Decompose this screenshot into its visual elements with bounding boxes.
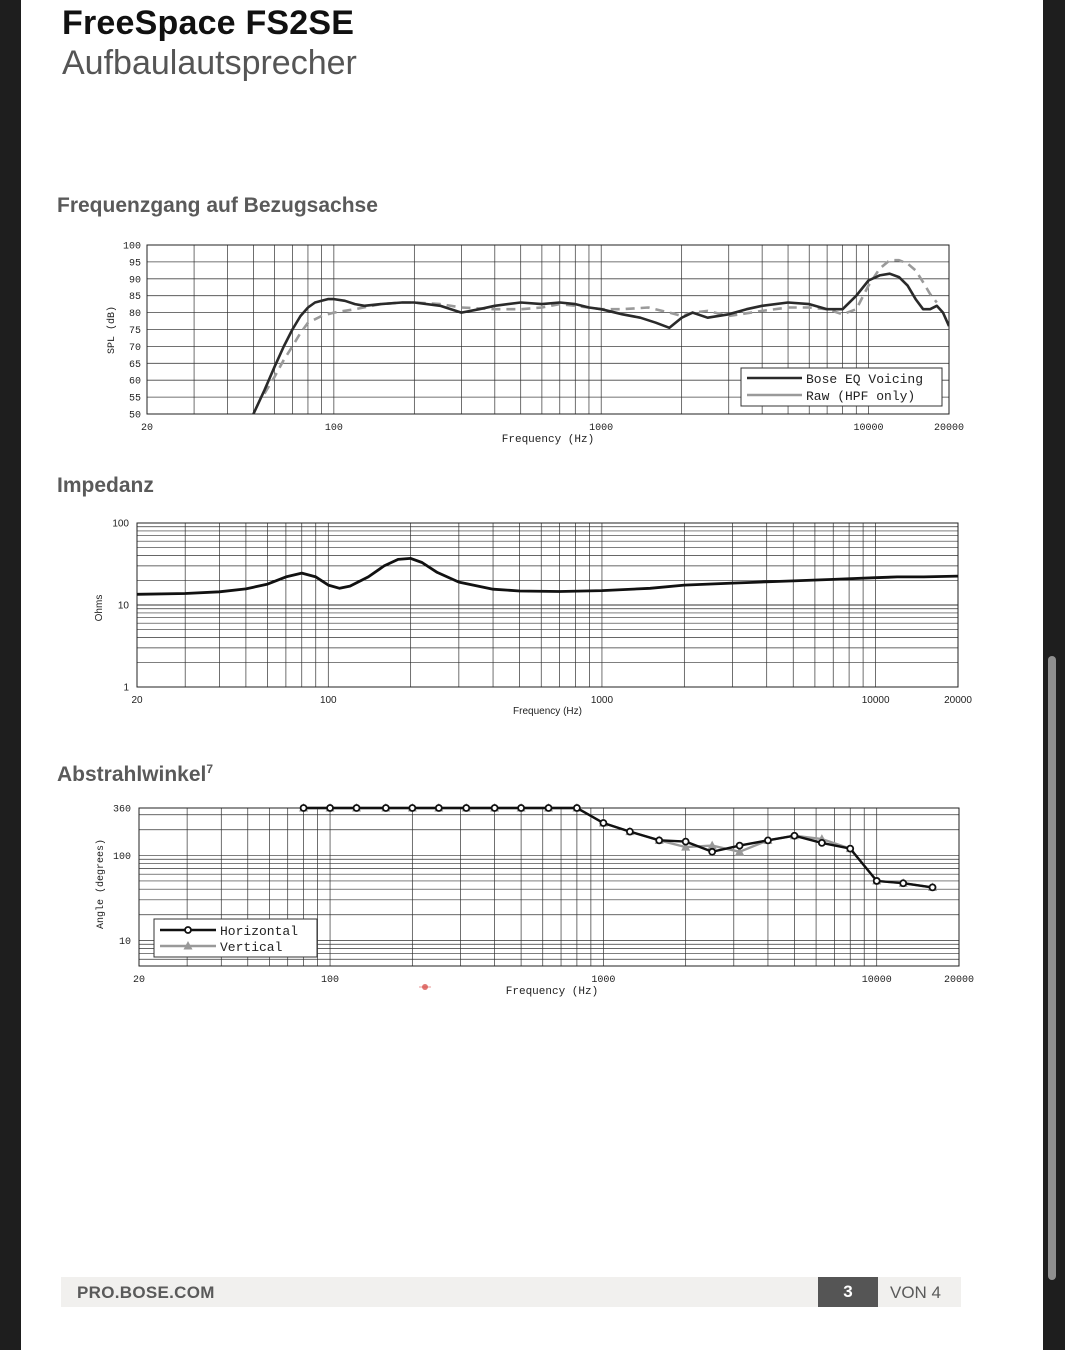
cov-marker-horizontal (791, 833, 797, 839)
fr-ytick-label: 55 (128, 393, 141, 405)
cov-marker-horizontal (383, 805, 389, 811)
page-title: FreeSpace FS2SE (62, 4, 355, 42)
cov-marker-horizontal (683, 839, 689, 845)
cov-marker-horizontal (847, 846, 853, 852)
section-title-impedance: Impedanz (57, 474, 154, 497)
fr-ytick-label: 65 (128, 359, 141, 371)
imp-series (137, 558, 958, 594)
imp-xtick-label: 10000 (861, 695, 890, 706)
red-dot-mark-icon (416, 982, 434, 992)
imp-ytick-label: 10 (117, 600, 129, 612)
fr-xtick-label: 10000 (853, 423, 884, 434)
cov-marker-horizontal (874, 878, 880, 884)
page-number: 3 (818, 1277, 878, 1307)
imp-xtick-label: 1000 (590, 695, 614, 706)
fr-xtick-label: 20000 (933, 423, 965, 434)
cov-legend-label-vertical: Vertical (220, 940, 283, 955)
fr-xaxis-label: Frequency (Hz) (501, 434, 595, 446)
cov-marker-horizontal (930, 884, 936, 890)
page-total: VON 4 (890, 1283, 942, 1302)
cov-xtick-label: 1000 (591, 975, 616, 986)
cov-marker-horizontal (463, 805, 469, 811)
cov-marker-horizontal (574, 805, 580, 811)
imp-xtick-label: 20 (131, 695, 143, 706)
imp-ytick-label: 1 (123, 682, 129, 694)
fr-ytick-label: 100 (122, 241, 141, 253)
fr-xtick-label: 100 (324, 423, 343, 434)
fr-ytick-label: 85 (128, 292, 141, 304)
cov-yaxis-label: Angle (degrees) (96, 838, 107, 930)
cov-marker-horizontal (546, 805, 552, 811)
page-subtitle: Aufbaulautsprecher (62, 44, 357, 82)
page-footer (61, 1277, 961, 1307)
fr-legend-label-eq: Bose EQ Voicing (806, 372, 924, 387)
cov-marker-horizontal (327, 805, 333, 811)
cov-marker-horizontal (765, 837, 771, 843)
cov-ytick-label: 360 (112, 804, 131, 816)
cov-marker-horizontal (492, 805, 498, 811)
cov-series-vertical (304, 808, 933, 887)
fr-yaxis-label: SPL (dB) (107, 305, 118, 355)
cov-marker-horizontal (301, 805, 307, 811)
cov-marker-horizontal (518, 805, 524, 811)
cov-xtick-label: 10000 (861, 975, 892, 986)
cov-xtick-label: 100 (321, 975, 340, 986)
fr-ytick-label: 50 (128, 410, 141, 422)
fr-ytick-label: 90 (128, 275, 141, 287)
cov-series-horizontal (304, 808, 933, 887)
cov-legend-marker-horizontal (185, 927, 191, 933)
imp-xtick-label: 20000 (944, 695, 972, 706)
fr-ytick-label: 95 (128, 258, 141, 270)
cov-marker-horizontal (436, 805, 442, 811)
cov-marker-horizontal (354, 805, 360, 811)
fr-ytick-label: 80 (128, 309, 141, 321)
section-title-frequency-response: Frequenzgang auf Bezugsachse (57, 194, 378, 217)
cov-marker-horizontal (627, 829, 633, 835)
cov-marker-horizontal (819, 840, 825, 846)
cov-ytick-label: 100 (112, 851, 131, 863)
cov-legend-label-horizontal: Horizontal (220, 924, 299, 939)
cov-marker-horizontal (709, 849, 715, 855)
cov-marker-horizontal (656, 837, 662, 843)
fr-ytick-label: 70 (128, 342, 141, 354)
section-title-coverage-text: Abstrahlwinkel (57, 763, 207, 786)
fr-ytick-label: 60 (128, 376, 141, 388)
cov-xtick-label: 20000 (943, 975, 975, 986)
fr-ytick-label: 75 (128, 326, 141, 337)
imp-yaxis-label: Ohms (94, 594, 105, 622)
fr-xtick-label: 1000 (589, 423, 614, 434)
cov-marker-horizontal (600, 820, 606, 826)
cov-marker-horizontal (900, 880, 906, 886)
imp-ytick-label: 100 (112, 518, 129, 530)
fr-xtick-label: 20 (140, 423, 154, 434)
footer-url[interactable]: PRO.BOSE.COM (77, 1283, 215, 1302)
footnote-marker: 7 (206, 762, 214, 776)
cov-marker-horizontal (737, 843, 743, 849)
imp-xaxis-label: Frequency (Hz) (513, 706, 582, 717)
cov-xaxis-label: Frequency (Hz) (505, 986, 599, 998)
cov-xtick-label: 20 (132, 975, 146, 986)
fr-legend-label-raw: Raw (HPF only) (806, 389, 916, 404)
cov-marker-horizontal (409, 805, 415, 811)
cov-ytick-label: 10 (118, 936, 131, 948)
imp-xtick-label: 100 (319, 695, 337, 706)
